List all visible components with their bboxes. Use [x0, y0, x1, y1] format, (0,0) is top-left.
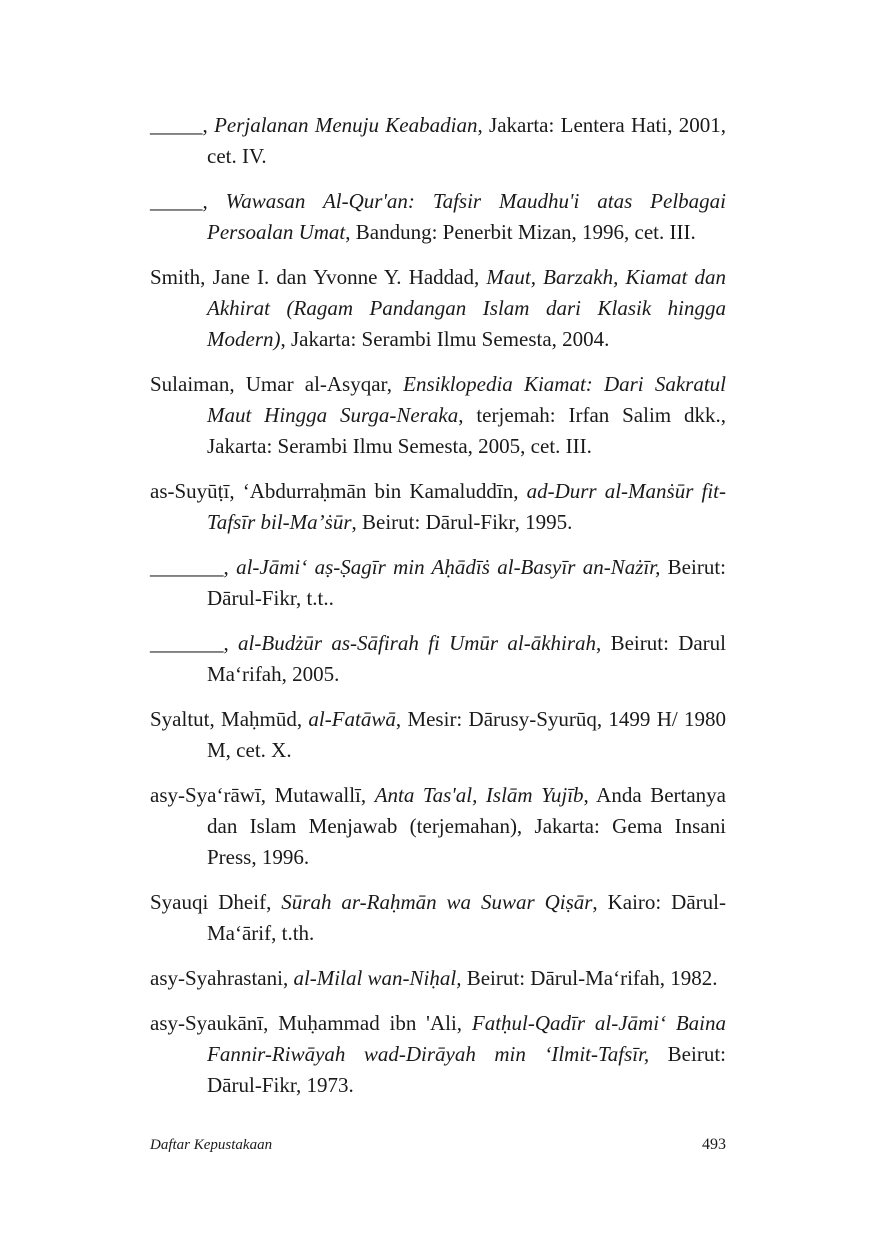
bibliography-entry	[150, 780, 726, 873]
entry-publication: Beirut: Dārul-Fikr, 1973.	[207, 1042, 726, 1097]
entry-title: Maut, Barzakh, Kiamat dan Akhirat (Ragam Pandangan Islam dari Klasik hingga Modern)	[207, 265, 726, 351]
bibliography-list	[150, 110, 726, 1115]
bibliography-entry	[150, 552, 726, 614]
entry-author: _____,	[150, 113, 215, 137]
entry-author: asy-Sya‘rāwī, Mutawallī,	[150, 783, 375, 807]
bibliography-entry	[150, 887, 726, 949]
footer-section-title: Daftar Kepustakaan	[150, 1137, 273, 1153]
entry-title: Fatḥul-Qadīr al-Jāmi‘ Baina Fannir-Riwāyah wad-Dirāyah min ‘Ilmit-Tafsīr,	[207, 1011, 727, 1066]
entry-title: Wawasan Al-Qur'an: Tafsir Maudhu'i atas Pelbagai Persoalan Umat	[207, 189, 726, 244]
entry-publication: , Beirut: Dārul-Fikr, 1995.	[351, 510, 573, 534]
entry-publication: Beirut: Dārul-Ma‘rifah, 1982.	[461, 966, 718, 990]
entry-author: Syaltut, Maḥmūd,	[150, 707, 309, 731]
entry-publication: , Kairo: Dārul-Ma‘ārif, t.th.	[207, 890, 726, 945]
bibliography-entry	[150, 963, 726, 994]
entry-author: asy-Syaukānī, Muḥammad ibn 'Ali,	[150, 1011, 472, 1035]
entry-author: Syauqi Dheif,	[150, 890, 282, 914]
entry-publication: , Beirut: Darul Ma‘rifah, 2005.	[207, 631, 727, 686]
entry-title: al-Fatāwā	[308, 707, 396, 731]
entry-publication: , Jakarta: Lentera Hati, 2001, cet. IV.	[207, 113, 726, 168]
bibliography-entry	[150, 186, 726, 248]
bibliography-entry	[150, 704, 726, 766]
entry-author: _______,	[150, 631, 239, 655]
bibliography-entry	[150, 369, 726, 462]
entry-title: Ensiklopedia Kiamat: Dari Sakratul Maut Hingga Surga-Neraka	[207, 372, 726, 427]
entry-publication: , Bandung: Penerbit Mizan, 1996, cet. III.	[345, 220, 696, 244]
entry-author: _____,	[150, 189, 226, 213]
entry-author: Sulaiman, Umar al-Asyqar,	[150, 372, 404, 396]
entry-title: al-Jāmi‘ aṣ-Ṣagīr min Aḥādīṡ al-Basyīr an-Nażīr,	[236, 555, 661, 579]
page-number: 493	[702, 1136, 726, 1153]
entry-publication: , terjemah: Irfan Salim dkk., Jakarta: Serambi Ilmu Semesta, 2005, cet. III.	[207, 403, 726, 458]
entry-author: _______,	[150, 555, 237, 579]
bibliography-entry	[150, 476, 726, 538]
entry-publication: , Mesir: Dārusy-Syurūq, 1499 H/ 1980 M, cet. X.	[207, 707, 726, 762]
entry-title: al-Budżūr as-Sāfirah fi Umūr al-ākhirah	[238, 631, 597, 655]
page-footer	[150, 1136, 726, 1154]
entry-title: al-Milal wan-Niḥal,	[293, 966, 462, 990]
entry-author: Smith, Jane I. dan Yvonne Y. Haddad,	[150, 265, 487, 289]
entry-title: ad-Durr al-Manṡūr fit-Tafsīr bil-Ma’ṡūr	[207, 479, 726, 534]
entry-author: asy-Syahrastani,	[150, 966, 294, 990]
entry-publication: Beirut: Dārul-Fikr, t.t..	[207, 555, 726, 610]
entry-publication: , Jakarta: Serambi Ilmu Semesta, 2004.	[280, 327, 610, 351]
bibliography-entry	[150, 628, 726, 690]
entry-publication: , Anda Bertanya dan Islam Menjawab (terjemahan), Jakarta: Gema Insani Press, 1996.	[207, 783, 726, 869]
bibliography-entry	[150, 1008, 726, 1101]
bibliography-entry	[150, 262, 726, 355]
entry-title: Perjalanan Menuju Keabadian	[214, 113, 478, 137]
entry-author: as-Suyūṭī, ‘Abdurraḥmān bin Kamaluddīn,	[150, 479, 527, 503]
bibliography-entry	[150, 110, 726, 172]
entry-title: Sūrah ar-Raḥmān wa Suwar Qiṣār	[281, 890, 593, 914]
entry-title: Anta Tas'al, Islām Yujīb	[374, 783, 584, 807]
